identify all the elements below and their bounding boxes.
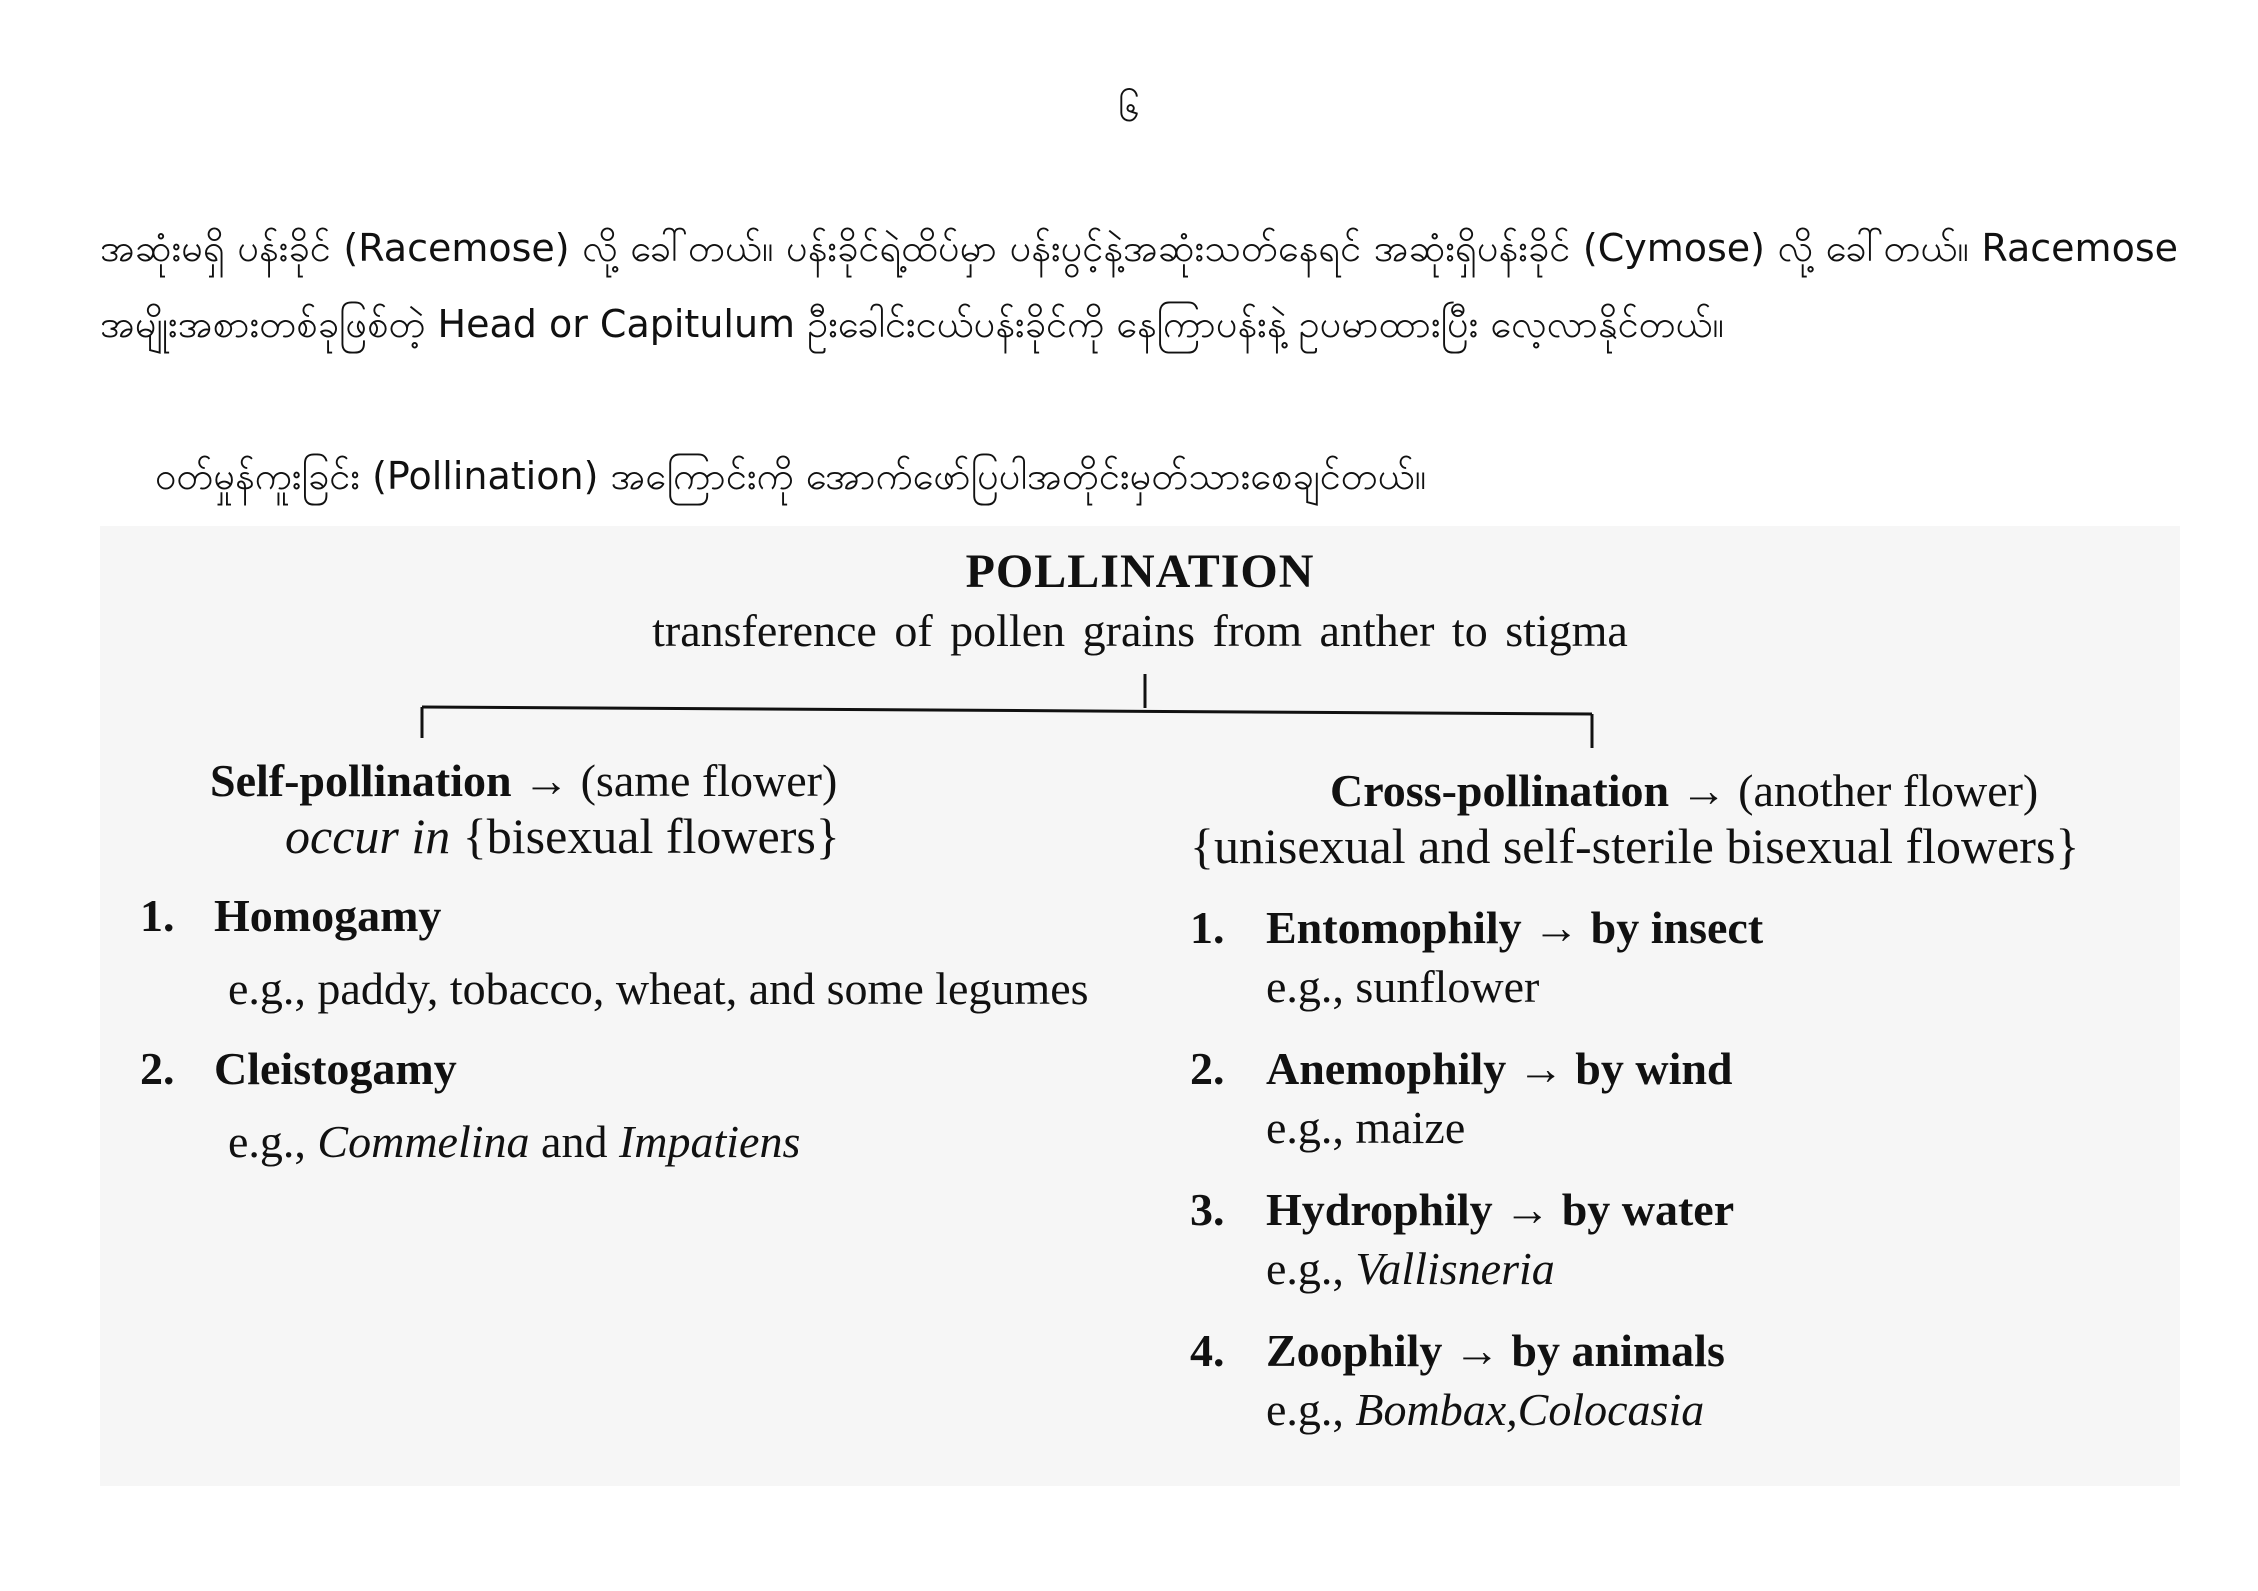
example-text: Impatiens — [618, 1116, 801, 1167]
item-title: Entomophily — [1266, 902, 1522, 953]
list-item — [1190, 901, 2170, 1016]
item-agent: by animals — [1511, 1325, 1725, 1376]
self-pollination-title: Self-pollination — [210, 755, 512, 806]
page-number: ၆ — [1118, 86, 1140, 130]
arrow: → — [1680, 765, 1727, 816]
example-text: Vallisneria — [1355, 1243, 1555, 1294]
example-text: maize — [1355, 1102, 1466, 1153]
example-prefix: e.g., — [1266, 961, 1344, 1012]
example-text: Commelina — [317, 1116, 530, 1167]
occur-value: {bisexual flowers} — [462, 808, 840, 864]
self-pollination-column — [140, 754, 1200, 1171]
item-agent: by wind — [1575, 1043, 1733, 1094]
arrow: → — [523, 755, 570, 806]
item-example — [1190, 958, 2170, 1016]
item-example — [140, 960, 1200, 1018]
figure-subtitle: transference of pollen grains from anther to stigma — [652, 605, 1628, 656]
paragraph-inflorescence: အဆုံးမရှိ ပန်းခိုင် (Racemose) လို့ ခေါ်တယ်။ ပန်းခိုင်ရဲ့ထိပ်မှာ ပန်းပွင့်နဲ့အဆုံးသတ်နေရင် အဆုံးရှိပန်းခိုင် (Cymose) လို့ ခေါ်တယ်။ Racemose အမျိုးအစားတစ်ခုဖြစ်တဲ့ Head or Capitulum ဦးခေါင်းငယ်ပန်းခိုင်ကို နေကြာပန်းနဲ့ ဥပမာထားပြီး လေ့လာနိုင်တယ်။ — [100, 226, 2178, 346]
item-number: 2. — [140, 1043, 175, 1094]
item-title: Hydrophily — [1266, 1184, 1493, 1235]
cross-pollination-qualifier: (another flower) — [1738, 765, 2039, 816]
branch-connector — [100, 526, 2180, 786]
cross-pollination-heading — [1190, 764, 2170, 817]
item-agent: by insect — [1590, 902, 1764, 953]
list-item — [1190, 1183, 2170, 1298]
paragraph-pollination-intro: ဝတ်မှုန်ကူးခြင်း (Pollination) အကြောင်းကို အောက်ဖော်ပြပါအတိုင်းမှတ်သားစေချင်တယ်။ — [155, 454, 1427, 498]
item-example — [1190, 1240, 2170, 1298]
item-number: 1. — [140, 890, 175, 941]
list-item — [140, 1042, 1200, 1171]
self-pollination-heading — [140, 754, 1200, 807]
cross-pollination-column — [1190, 764, 2170, 1439]
pollination-figure — [100, 526, 2180, 1486]
self-pollination-occurrence — [140, 807, 1200, 865]
item-number: 3. — [1190, 1184, 1225, 1235]
item-number: 2. — [1190, 1043, 1225, 1094]
item-example — [1190, 1099, 2170, 1157]
list-item — [1190, 1324, 2170, 1439]
list-item — [140, 889, 1200, 1018]
item-title: Homogamy — [214, 890, 442, 941]
cross-pollination-title: Cross-pollination — [1330, 765, 1670, 816]
example-text: paddy, tobacco, wheat, and some legumes — [317, 963, 1089, 1014]
example-text: Bombax,Colocasia — [1355, 1384, 1705, 1435]
item-title: Zoophily — [1266, 1325, 1443, 1376]
item-title: Cleistogamy — [214, 1043, 457, 1094]
arrow: → — [1517, 1043, 1564, 1094]
item-title: Anemophily — [1266, 1043, 1507, 1094]
example-prefix: e.g., — [228, 1116, 306, 1167]
self-pollination-qualifier: (same flower) — [580, 755, 838, 806]
arrow: → — [1504, 1184, 1551, 1235]
arrow: → — [1533, 902, 1580, 953]
item-number: 1. — [1190, 902, 1225, 953]
cross-pollination-occurrence: {unisexual and self-sterile bisexual flowers} — [1190, 818, 2080, 874]
item-example — [1190, 1381, 2170, 1439]
occur-label: occur in — [285, 808, 451, 864]
figure-title: POLLINATION — [965, 545, 1315, 598]
example-prefix: e.g., — [228, 963, 306, 1014]
arrow: → — [1453, 1325, 1500, 1376]
example-prefix: e.g., — [1266, 1384, 1344, 1435]
example-prefix: e.g., — [1266, 1102, 1344, 1153]
example-text: sunflower — [1355, 961, 1540, 1012]
list-item — [1190, 1042, 2170, 1157]
example-conjunction: and — [541, 1116, 608, 1167]
item-example — [140, 1113, 1200, 1171]
example-prefix: e.g., — [1266, 1243, 1344, 1294]
item-agent: by water — [1561, 1184, 1735, 1235]
item-number: 4. — [1190, 1325, 1225, 1376]
